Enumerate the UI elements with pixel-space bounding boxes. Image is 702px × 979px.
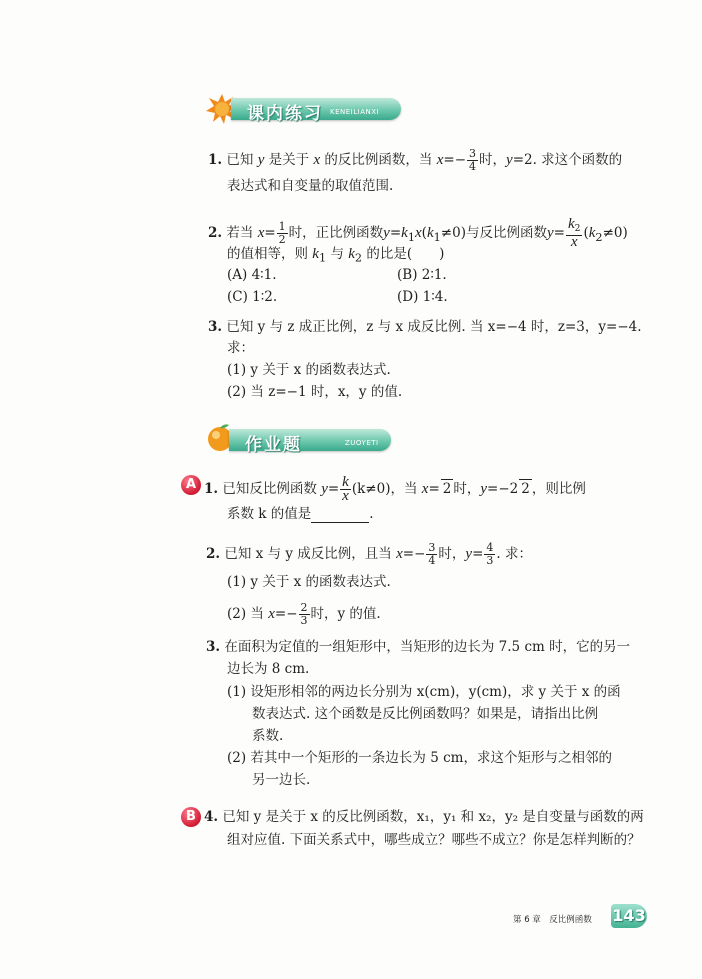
problem-2-line2: 的值相等，则 $k_1$ 与 $k_2$ 的比是( ) [227, 246, 445, 265]
chapter-label: 第 6 章 反比例函数 [513, 915, 592, 925]
section-title: 作业题 [245, 435, 302, 455]
section-title: 课内练习 [247, 104, 323, 124]
homework-3-sub1a: (1) 设矩形相邻的两边长分别为 x(cm)，y(cm)，求 y 关于 x 的函 [227, 684, 621, 700]
section-subtitle: KENEILIANXI [330, 108, 380, 116]
page-number: 143 [611, 904, 647, 928]
level-b-badge: B [181, 807, 201, 827]
option-a: (A) 4∶1. [227, 267, 277, 283]
problem-3-line2: 求： [227, 340, 254, 356]
level-a-badge: A [181, 475, 201, 495]
fraction: $\frac{3}{4}$ [469, 147, 477, 173]
answer-blank[interactable] [311, 508, 369, 523]
option-d: (D) 1∶4. [397, 289, 448, 305]
option-b: (B) 2∶1. [397, 267, 447, 283]
homework-3-sub1b: 数表达式. 这个函数是反比例函数吗？如果是，请指出比例 [252, 706, 599, 722]
option-c: (C) 1∶2. [227, 289, 278, 305]
homework-3-sub1c: 系数. [252, 728, 284, 744]
homework-4-line2: 组对应值. 下面关系式中，哪些成立？哪些不成立？你是怎样判断的？ [227, 832, 641, 848]
section-header-homework [205, 423, 405, 453]
problem-3-line1: 3. 已知 y 与 z 成正比例，z 与 x 成反比例. 当 x=−4 时，z=3，y=−4. [208, 319, 642, 335]
homework-2-sub2: (2) 当 x=− $\frac{2}{3}$ 时，y 的值. [227, 601, 381, 627]
section-header-practice [205, 94, 405, 124]
homework-2-line1: 2. 已知 x 与 y 成反比例，且当 x=− $\frac{3}{4}$ 时，y= $\frac{4}{3}$ . 求： [206, 541, 532, 567]
homework-3-sub2a: (2) 若其中一个矩形的一条边长为 5 cm，求这个矩形与之相邻的 [227, 750, 612, 766]
homework-2-sub1: (1) y 关于 x 的函数表达式. [227, 574, 391, 590]
homework-3-sub2b: 另一边长. [252, 772, 311, 788]
problem-1-line2: 表达式和自变量的取值范围. [227, 178, 394, 194]
section-subtitle: ZUOYETI [345, 439, 379, 447]
problem-3-sub1: (1) y 关于 x 的函数表达式. [227, 362, 391, 378]
homework-3-line1: 3. 在面积为定值的一组矩形中，当矩形的边长为 7.5 cm 时，它的另一 [206, 639, 631, 655]
homework-3-line2: 边长为 8 cm. [227, 661, 310, 677]
homework-4-line1: 4. 已知 y 是关于 x 的反比例函数，x₁，y₁ 和 x₂，y₂ 是自变量与函数的两 [204, 809, 644, 825]
problem-2-line1: 2. 若当 x= $\frac{1}{2}$ 时，正比例函数$y=k_1x(k_1\ne 0)$与反比例函数y= $\frac{k_2}{x}$ $(k_2\ne 0)$ [208, 216, 628, 251]
homework-1-line2: 系数 k 的值是 . [227, 506, 374, 522]
problem-3-sub2: (2) 当 z=−1 时，x，y 的值. [227, 384, 403, 400]
problem-1-line1: 1. 已知 y 是关于 x 的反比例函数，当 x=− $\frac{3}{4}$ 时，y=2. 求这个函数的 [208, 147, 623, 173]
homework-1-line1: 1. 已知反比例函数 y= $\frac{k}{x}$ (k≠0)，当 x= 2 时，y=−2 2 ，则比例 [204, 474, 586, 504]
